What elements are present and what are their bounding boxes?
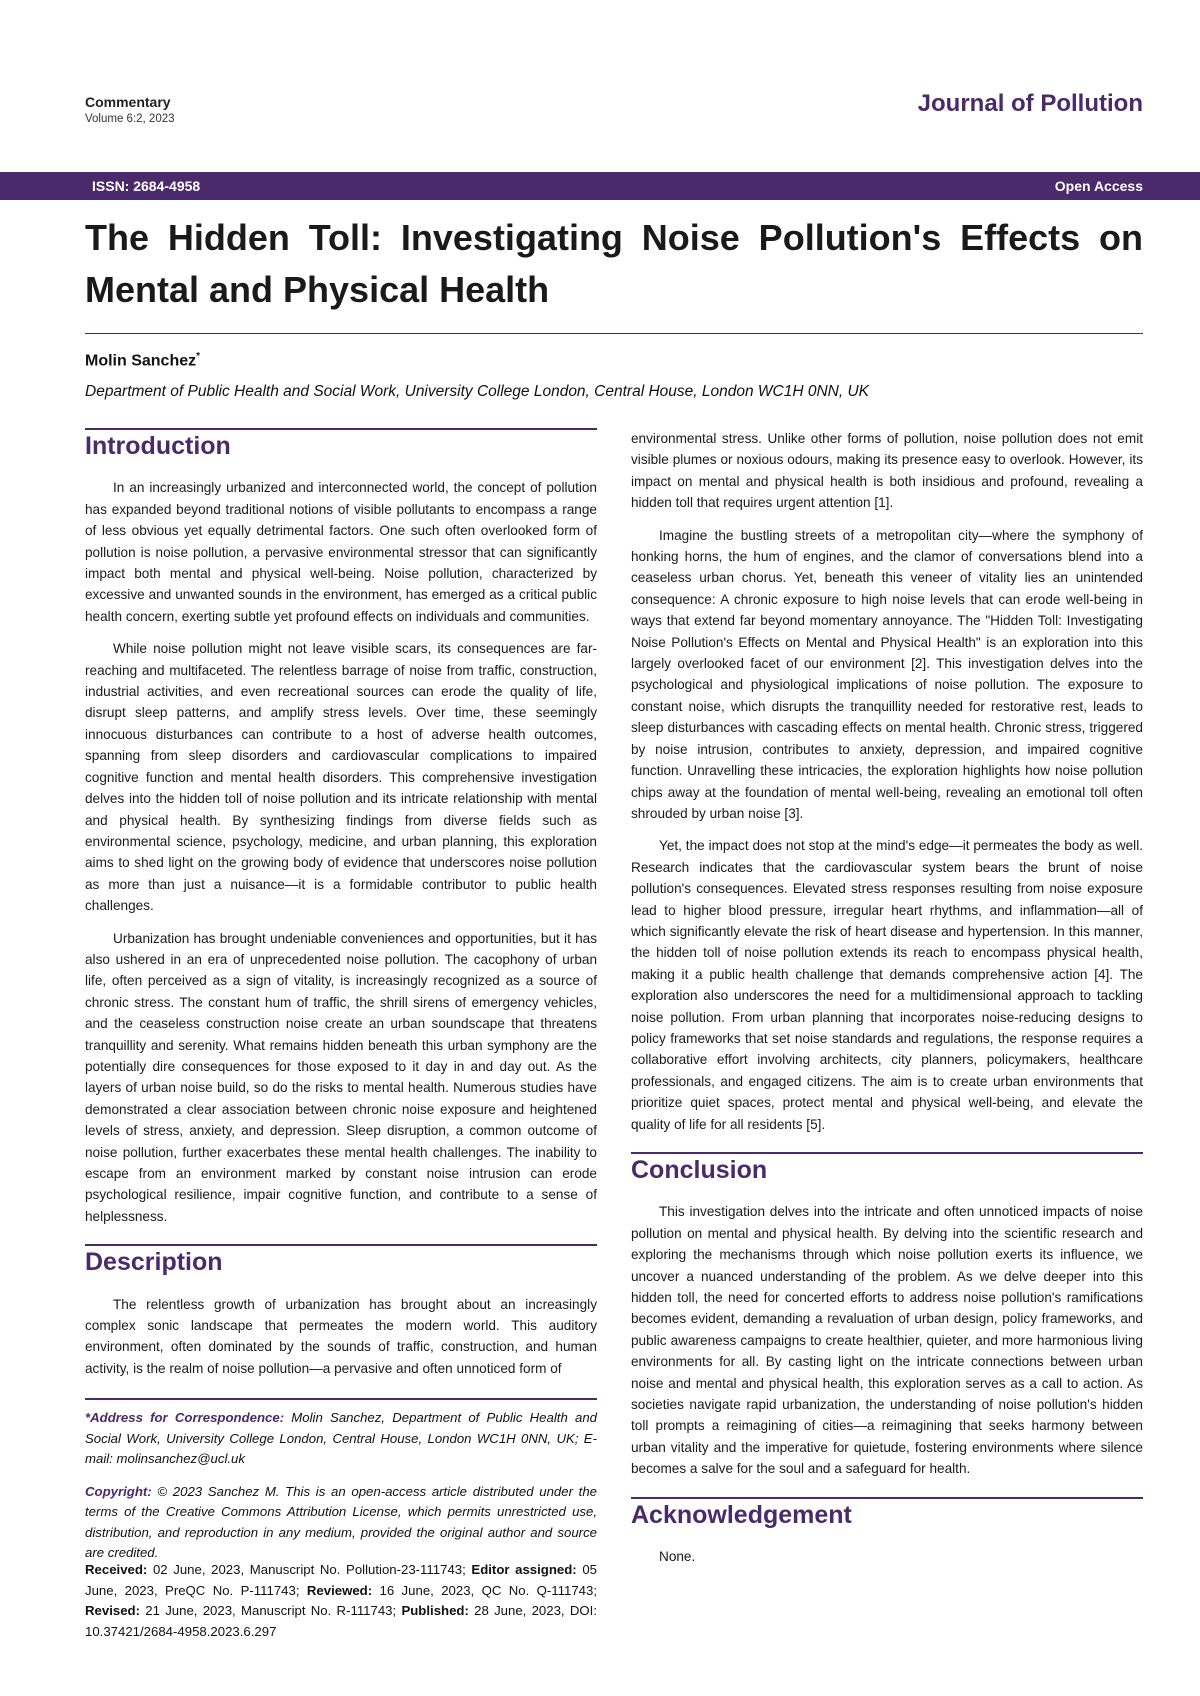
open-access-label: Open Access	[1054, 178, 1143, 194]
paragraph: This investigation delves into the intricate and often unnoticed impacts of noise pollution on mental and physical health. By delving into the scientific research and exploring the mechanisms through which noise pollution exerts its influence, we uncover a nuanced understanding of the problem. As we delve deeper into this hidden toll, the need for concerted efforts to address noise pollution's ramifications becomes evident, demanding a revaluation of urban design, policy frameworks, and public awareness campaigns to create healthier, quieter, and more harmonious living environments for all. By casting light on the intricate connections between urban noise and mental and physical health, this exploration serves as a call to action. As societies navigate rapid urbanization, the understanding of noise pollution's hidden toll prompts a reimagining of cities—a reimagining that seeks harmony between urban vitality and the imperative for quietude, fostering environments where silence becomes a salve for the soul and a safeguard for health.	[631, 1204, 1143, 1477]
section-heading-description: Description	[85, 1248, 223, 1277]
paragraph: Urbanization has brought undeniable conveniences and opportunities, but it has also ushered in an era of unprecedented noise pollution. The cacophony of urban life, often perceived as a sign of vitality, is increasingly recognized as a source of chronic stress. The constant hum of traffic, the shrill sirens of emergency vehicles, and the ceaseless construction noise create an urban soundscape that threatens tranquillity and serenity. What remains hidden beneath this urban symphony are the potentially dire consequences for those exposed to it day in and day out. As the layers of urban noise build, so do the risks to mental health. Numerous studies have demonstrated a clear association between chronic noise exposure and heightened levels of stress, anxiety, and depression. Sleep disruption, a common outcome of noise pollution, further exacerbates these mental health challenges. The inability to escape from an environment marked by constant noise intrusion can erode psychological resilience, impair cognitive function, and contribute to a sense of helplessness.	[85, 930, 597, 1224]
issn: ISSN: 2684-4958	[92, 178, 201, 194]
received-text: 02 June, 2023, Manuscript No. Pollution-23-111743;	[147, 1562, 472, 1577]
copyright-text: © 2023 Sanchez M. This is an open-access article distributed under the terms of the Creative Commons Attribution License, which permits unrestricted use, distribution, and reproduction in any medium, provided the original author and source are credited.	[85, 1483, 597, 1560]
editor-text: 05 June, 2023, PreQC No. P-111743;	[85, 1562, 597, 1598]
reviewed-text: 16 June, 2023, QC No. Q-111743;	[372, 1582, 597, 1598]
received-label: Received:	[85, 1562, 148, 1577]
article-type: Commentary	[85, 94, 171, 110]
revised-label: Revised:	[85, 1603, 140, 1618]
paragraph: Imagine the bustling streets of a metropolitan city—where the symphony of honking horns, the hum of engines, and the clamor of conversations blend into a ceaseless urban chorus. Yet, beneath this veneer of vitality lies an unintended consequence: A chronic exposure to high noise levels that can erode well-being in ways that extend far beyond momentary annoyance. The "Hidden Toll: Investigating Noise Pollution's Effects on Mental and Physical Health" is an exploration into this largely overlooked facet of our environment [2]. This investigation delves into the psychological and physiological implications of noise pollution. The exposure to constant noise, which disrupts the tranquillity needed for restorative rest, leads to sleep disturbances with cascading effects on mental health. Chronic stress, triggered by noise intrusion, contributes to anxiety, depression, and impaired cognitive function. Unravelling these intricacies, the exploration highlights how noise pollution chips away at the foundation of mental well-being, revealing an emotional toll often shrouded by urban noise [3].	[631, 527, 1143, 821]
paragraph: The relentless growth of urbanization has brought about an increasingly complex sonic landscape that permeates the modern world. This auditory environment, often dominated by the sounds of traffic, construction, and human activity, is the realm of noise pollution—a pervasive and often unnoticed form of	[85, 1296, 597, 1376]
reviewed-label: Reviewed:	[306, 1582, 373, 1598]
section-divider	[631, 1152, 1143, 1154]
section-divider	[631, 1497, 1143, 1499]
author-name	[85, 351, 200, 370]
article-meta	[85, 94, 175, 125]
paragraph: None.	[659, 1549, 696, 1565]
published-text: 28 June, 2023, DOI: 10.37421/2684-4958.2023.6.297	[85, 1603, 597, 1639]
article-history	[85, 1560, 597, 1642]
revised-text: 21 June, 2023, Manuscript No. R-111743;	[139, 1603, 402, 1618]
published-label: Published:	[401, 1603, 469, 1618]
journal-name: Journal of Pollution	[917, 90, 1143, 117]
paragraph: environmental stress. Unlike other forms of pollution, noise pollution does not emit visible plumes or noxious odours, making its presence easy to overlook. However, its impact on mental and physical health is both insidious and profound, revealing a hidden toll that requires urgent attention [1].	[631, 431, 1143, 511]
correspondence-text: Molin Sanchez, Department of Public Health and Social Work, University College London, Central House, London WC1H 0NN, UK; E-mail: molinsanchez@ucl.uk	[85, 1410, 597, 1466]
correspondence-note	[85, 1408, 597, 1470]
issn-band	[0, 172, 1200, 200]
paragraph: Yet, the impact does not stop at the mind's edge—it permeates the body as well. Research indicates that the cardiovascular system bears the brunt of noise pollution's consequences. Elevated stress responses resulting from noise exposure lead to higher blood pressure, irregular heart rhythms, and inflammation—all of which significantly elevate the risk of heart disease and hypertension. In this manner, the hidden toll of noise pollution extends its reach to encompass physical health, making it a public health challenge that demands comprehensive action [4]. The exploration also underscores the need for a multidimensional approach to tackling noise pollution. From urban planning that incorporates noise-reducing designs to policy frameworks that set noise standards and regulations, the response requires a collaborative effort involving architects, city planners, policymakers, healthcare professionals, and engaged citizens. The aim is to create urban environments that prioritize quiet spaces, protect mental and physical well-being, and elevate the quality of life for all residents [5].	[631, 838, 1143, 1132]
right-column	[631, 428, 1143, 1579]
left-column	[85, 428, 597, 1390]
paragraph: In an increasingly urbanized and interconnected world, the concept of pollution has expanded beyond traditional notions of visible pollutants to encompass a range of less obvious yet equally detrimental factors. One such often overlooked form of pollution is noise pollution, a pervasive environmental stressor that can significantly impact both mental and physical well-being. Noise pollution, characterized by excessive and unwanted sounds in the environment, has emerged as a critical public health concern, exerting subtle yet profound effects on individuals and communities.	[85, 480, 597, 624]
section-heading-conclusion: Conclusion	[631, 1156, 768, 1184]
section-divider	[85, 1244, 597, 1246]
correspondence-label: *Address for Correspondence:	[85, 1410, 285, 1425]
article-title: The Hidden Toll: Investigating Noise Pollution's Effects on Mental and Physical Health	[85, 217, 1143, 310]
author-affiliation: Department of Public Health and Social Work, University College London, Central House, London WC1H 0NN, UK	[85, 383, 869, 400]
title-divider	[85, 333, 1143, 334]
author-name-text: Molin Sanchez	[85, 352, 197, 370]
section-divider	[85, 428, 597, 430]
paragraph: While noise pollution might not leave visible scars, its consequences are far-reaching and multifaceted. The relentless barrage of noise from traffic, construction, industrial activities, and even recreational sources can erode the quality of life, disrupt sleep patterns, and amplify stress levels. Over time, these seemingly innocuous disturbances can contribute to a host of adverse health outcomes, spanning from sleep disorders and cardiovascular complications to impaired cognitive function and mental health disorders. This comprehensive investigation delves into the hidden toll of noise pollution and its intricate relationship with mental and physical health. By synthesizing findings from diverse fields such as environmental science, psychology, medicine, and urban planning, this exploration aims to shed light on the growing body of evidence that underscores noise pollution as more than just a nuisance—it is a formidable contributor to public health challenges.	[85, 641, 597, 914]
copyright-note	[85, 1482, 597, 1564]
footnote-divider	[85, 1398, 597, 1400]
footnotes	[85, 1398, 597, 1576]
copyright-label: Copyright:	[85, 1483, 152, 1499]
section-heading-introduction: Introduction	[85, 432, 231, 460]
volume-info: Volume 6:2, 2023	[85, 113, 175, 125]
author-mark: *	[196, 351, 201, 362]
section-heading-acknowledgement: Acknowledgement	[631, 1500, 852, 1529]
editor-label: Editor assigned:	[471, 1562, 577, 1577]
